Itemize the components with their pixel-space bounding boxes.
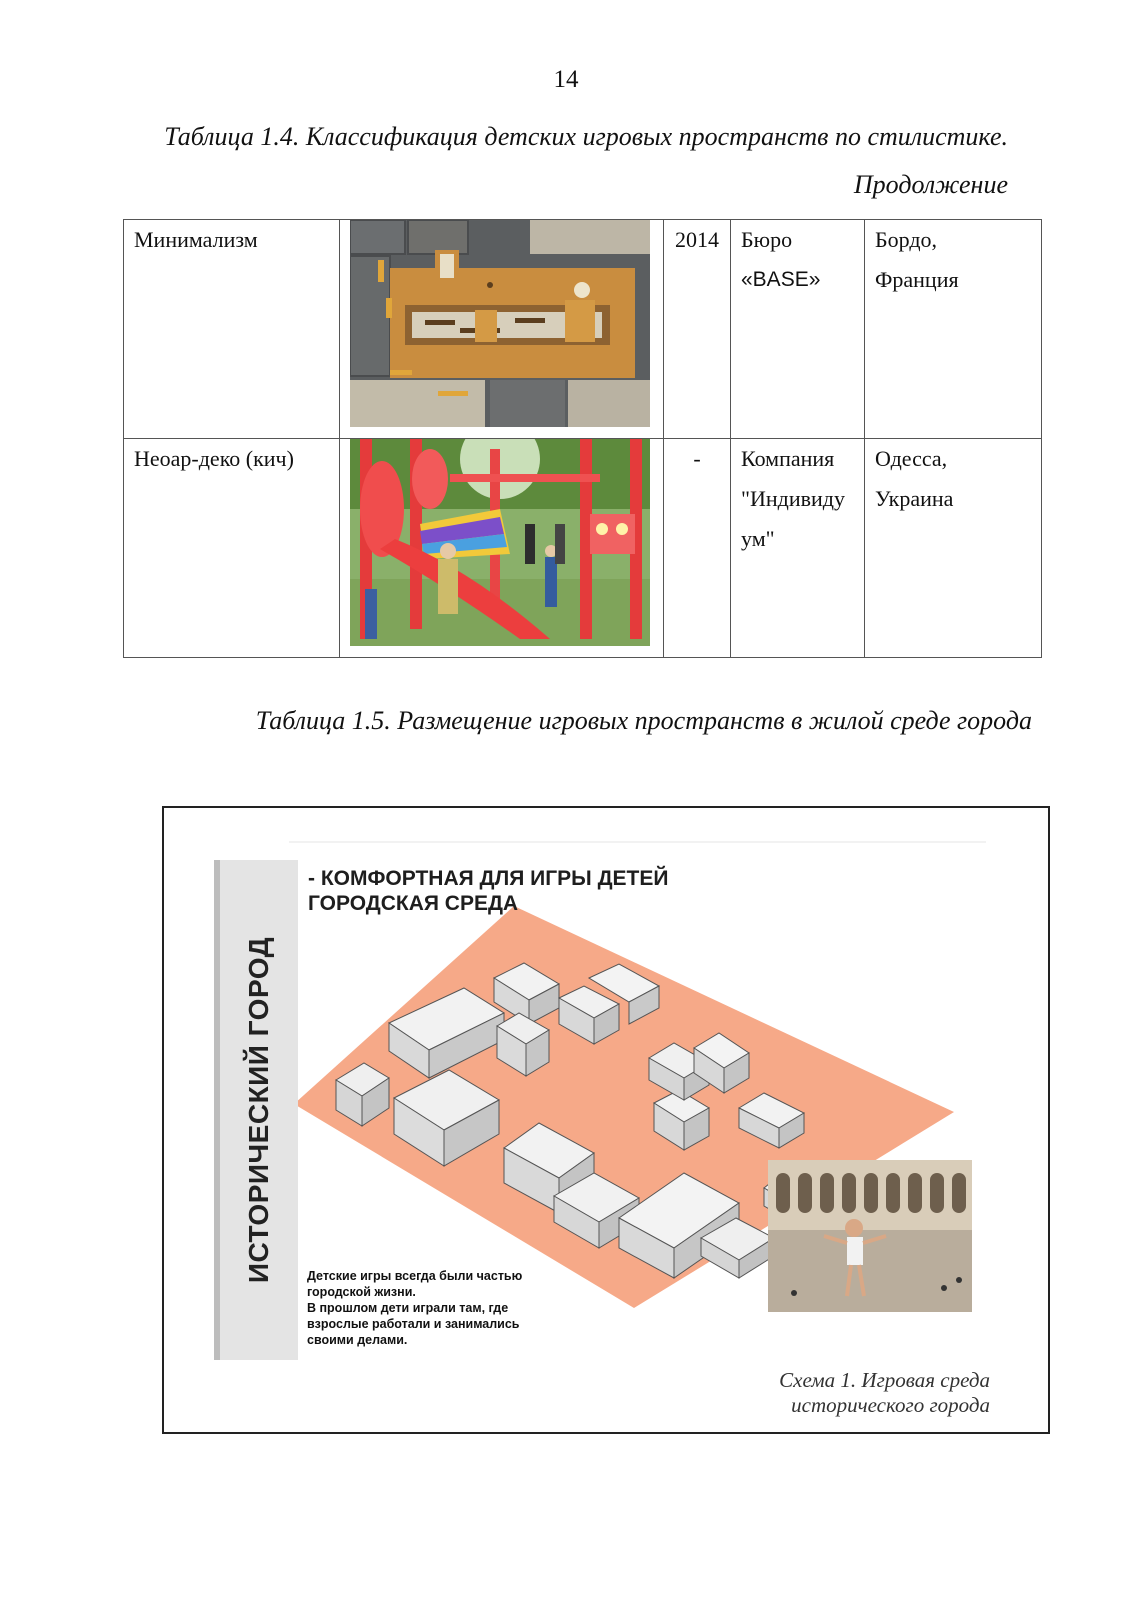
page-number: 14 — [553, 66, 579, 93]
historic-city-scheme — [162, 806, 1050, 1434]
image-cell — [340, 220, 664, 439]
year-cell: 2014 — [664, 220, 731, 439]
minimalist-playground-model-image — [350, 220, 650, 427]
description-line: В прошлом дети играли там, где — [307, 1301, 509, 1315]
piazza-photo — [768, 1160, 972, 1312]
table-1-4-caption: Таблица 1.4. Классификация детских игровых пространств по стилистике. — [164, 122, 1008, 151]
side-title-panel — [214, 860, 298, 1360]
scheme-caption — [690, 1368, 990, 1418]
place-line: Бордо, — [875, 227, 938, 252]
scheme-description — [307, 1268, 567, 1348]
year-cell: - — [664, 439, 731, 658]
description-line: своими делами. — [307, 1333, 408, 1347]
caption-line: Схема 1. Игровая среда — [779, 1368, 990, 1392]
image-cell — [340, 439, 664, 658]
author-line: «BASE» — [741, 268, 821, 291]
author-cell — [731, 220, 865, 439]
description-line: городской жизни. — [307, 1285, 416, 1299]
side-title: ИСТОРИЧЕСКИЙ ГОРОД — [243, 936, 274, 1284]
headline-line: - КОМФОРТНАЯ ДЛЯ ИГРЫ ДЕТЕЙ — [308, 867, 669, 890]
table-row — [124, 220, 1042, 439]
table-continuation-label: Продолжение — [853, 170, 1008, 199]
author-line: Бюро — [741, 227, 793, 252]
caption-line: исторического города — [791, 1393, 990, 1417]
author-line: "Индивиду — [741, 486, 845, 511]
place-cell — [865, 220, 1042, 439]
place-cell — [865, 439, 1042, 658]
author-line: ум" — [741, 526, 775, 551]
style-cell: Минимализм — [124, 220, 340, 439]
description-line: Детские игры всегда были частью — [307, 1269, 523, 1283]
style-cell: Неоар-деко (кич) — [124, 439, 340, 658]
place-line: Одесса, — [875, 446, 948, 471]
table-1-5-caption: Таблица 1.5. Размещение игровых пространств в жилой среде города — [255, 706, 1032, 735]
building-icon — [294, 1013, 324, 1248]
description-line: взрослые работали и занимались — [307, 1317, 520, 1331]
place-line: Украина — [875, 486, 954, 511]
author-cell — [731, 439, 865, 658]
scheme-headline — [308, 866, 728, 916]
headline-line: ГОРОДСКАЯ СРЕДА — [308, 892, 519, 915]
style-classification-table — [123, 219, 1042, 658]
author-line: Компания — [741, 446, 835, 471]
table-row — [124, 439, 1042, 658]
red-kitsch-playground-photo — [350, 439, 650, 646]
place-line: Франция — [875, 267, 959, 292]
